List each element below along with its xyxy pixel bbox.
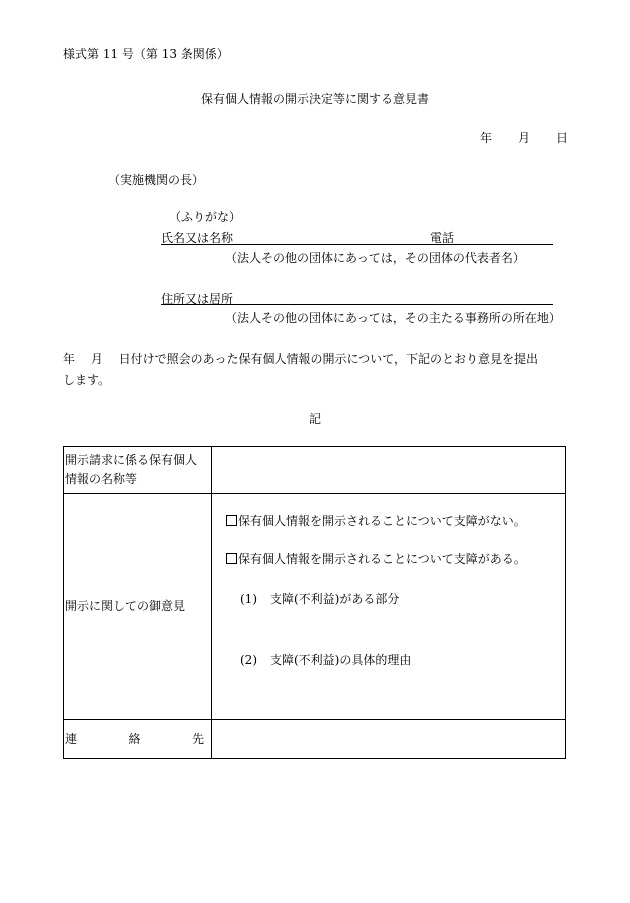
body-text-line-2: します。 — [63, 373, 111, 387]
checkbox-objection[interactable] — [226, 553, 237, 564]
contact-label — [64, 730, 211, 749]
checkbox-no-objection[interactable] — [226, 515, 237, 526]
table-row-contact — [64, 720, 566, 759]
date-day-label: 日 — [556, 131, 569, 145]
contact-label-char-2: 絡 — [128, 731, 141, 746]
furigana-label: （ふりがな） — [169, 210, 242, 224]
document-title: 保有個人情報の開示決定等に関する意見書 — [200, 92, 429, 106]
phone-label: 電話 — [430, 231, 455, 245]
option-objection[interactable] — [226, 550, 526, 569]
date-line — [480, 129, 568, 146]
table-row-opinion — [64, 494, 566, 720]
info-name-value[interactable] — [212, 447, 566, 494]
item-2-number: (2) — [240, 653, 257, 667]
contact-value[interactable] — [212, 720, 566, 759]
opinion-label: 開示に関しての御意見 — [64, 494, 212, 720]
objection-item-1 — [240, 590, 399, 609]
opinion-cell — [212, 494, 566, 720]
item-1-number: (1) — [240, 592, 257, 606]
item-2-text: 支障(不利益)の具体的理由 — [270, 653, 412, 667]
table-row-info-name — [64, 447, 566, 494]
name-note: （法人その他の団体にあっては，その団体の代表者名） — [225, 251, 525, 265]
ki-heading: 記 — [308, 412, 321, 426]
option-no-objection[interactable] — [226, 512, 526, 531]
body-text-line-1: 年 月 日付けで照会のあった保有個人情報の開示について，下記のとおり意見を提出 — [63, 352, 539, 366]
addressee: （実施機関の長） — [108, 173, 205, 187]
form-number: 様式第 11 号（第 13 条関係） — [63, 47, 229, 61]
item-1-text: 支障(不利益)がある部分 — [270, 592, 400, 606]
address-underline — [161, 304, 553, 305]
contact-label-cell — [64, 720, 212, 759]
name-label: 氏名又は名称 — [161, 231, 234, 245]
contact-label-char-1: 連 — [65, 731, 78, 746]
objection-item-2 — [240, 651, 411, 670]
date-year-label: 年 — [480, 131, 493, 145]
name-underline — [161, 244, 553, 245]
address-note: （法人その他の団体にあっては，その主たる事務所の所在地） — [225, 311, 561, 325]
option-no-objection-label: 保有個人情報を開示されることについて支障がない。 — [238, 514, 526, 528]
option-objection-label: 保有個人情報を開示されることについて支障がある。 — [238, 552, 526, 566]
opinion-table — [63, 446, 566, 759]
contact-label-char-3: 先 — [191, 731, 204, 746]
date-month-label: 月 — [518, 131, 531, 145]
address-label: 住所又は居所 — [161, 292, 234, 306]
info-name-label: 開示請求に係る保有個人情報の名称等 — [64, 447, 212, 494]
